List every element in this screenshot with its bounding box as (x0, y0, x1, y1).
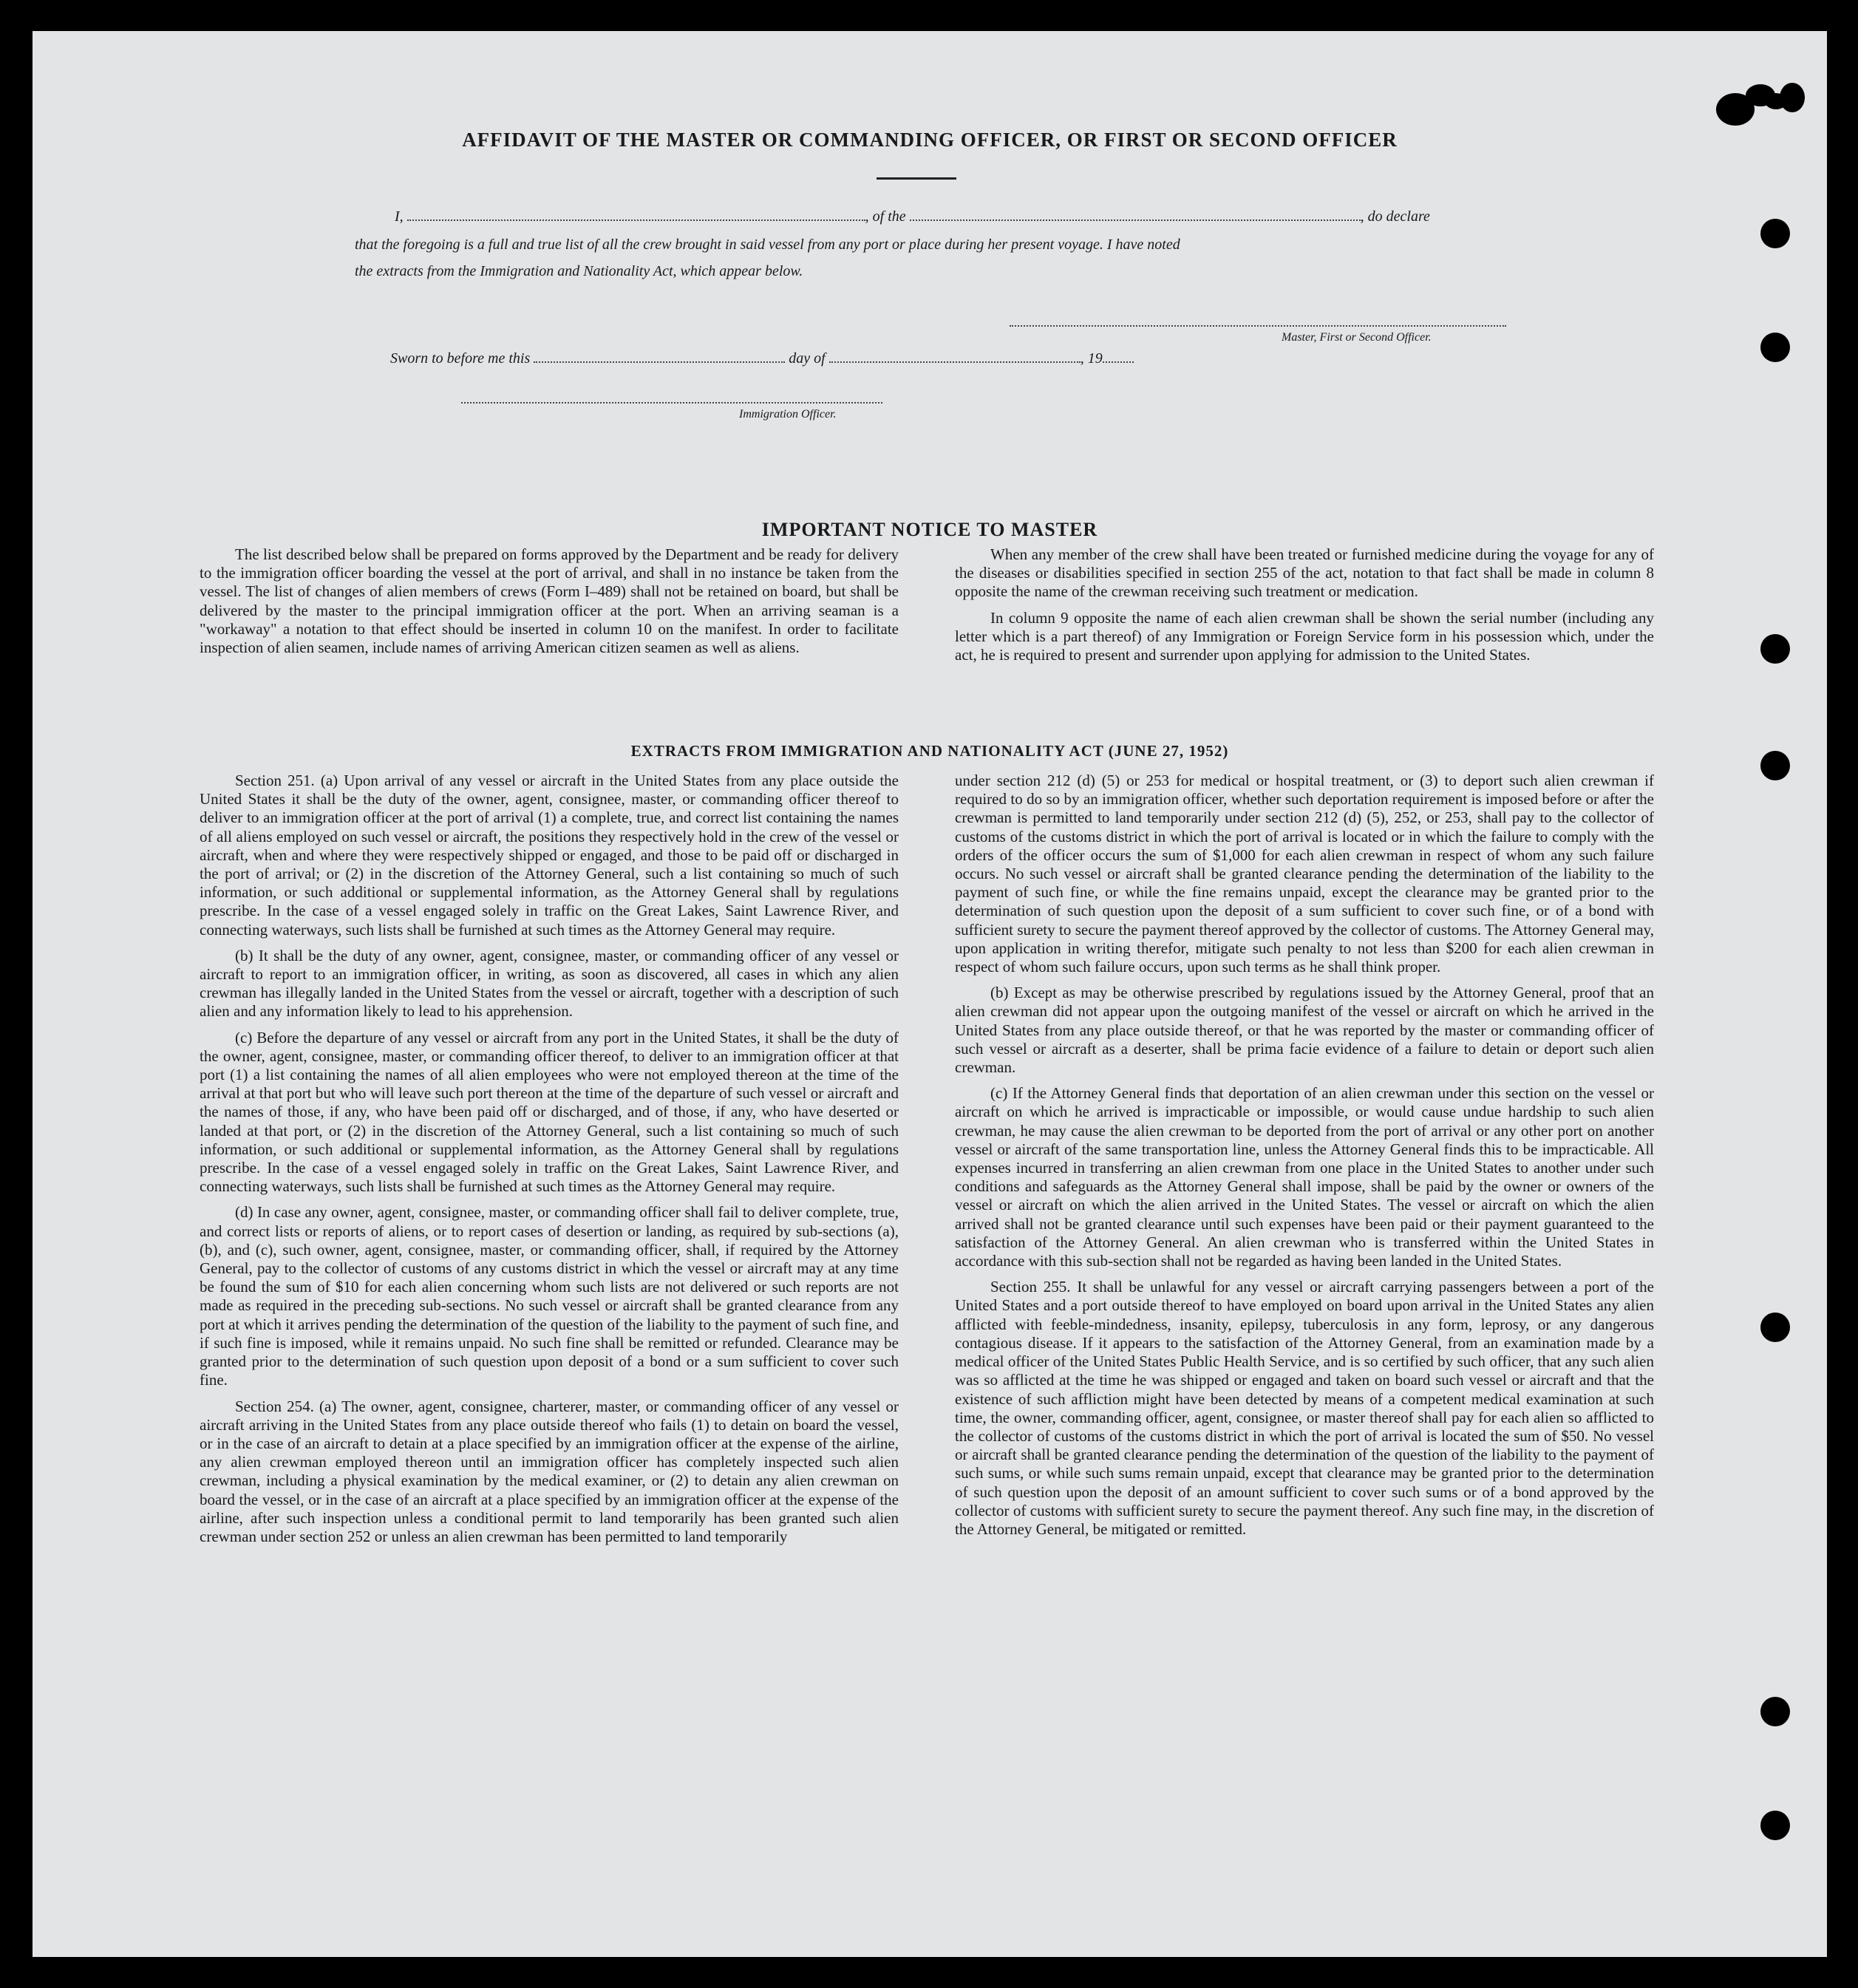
sworn-line (390, 350, 1134, 367)
officer-caption: Immigration Officer. (739, 408, 837, 421)
month-blank (829, 351, 1081, 363)
notice-left-paragraph: The list described below shall be prepared on forms approved by the Department and be ready for delivery to the immigration officer boarding the vessel at the port of arrival, and shall in no instance be taken from the vessel. The list of changes of alien members of crews (Form I–489) shall not be retained on board, but shall be delivered by the master to the principal immigration officer at the port. When an arriving seaman is a "workaway" a notation to that effect should be inserted in column 10 on the manifest. In order to facilitate inspection of alien seamen, include names of arriving American citizen seamen as well as aliens. (200, 545, 899, 657)
punch-hole (1760, 333, 1790, 362)
section-251-d: (d) In case any owner, agent, consignee, master, or commanding officer shall fail to deliver complete, true, and correct lists or reports of aliens, or to report cases of desertion or landing, as required by sub-sections (a), (b), and (c), such owner, agent, consignee, master, or commanding officer, shall, if required by the Attorney General, pay to the collector of customs of any customs district in which the vessel or aircraft may at any time be found the sum of $10 for each alien concerning whom such lists are not delivered or such reports are not made as required in the preceding sub-sections. No such vessel or aircraft shall be granted clearance from any port at which it arrives pending the determination of the question of the liability to the payment of such fine, and if such fine is imposed, while it remains unpaid. No such fine shall be remitted or refunded. Clearance may be granted prior to the determination of such question upon deposit of a bond or a sum sufficient to cover such fine. (200, 1203, 899, 1389)
notice-title: IMPORTANT NOTICE TO MASTER (761, 519, 1098, 540)
document-page (33, 31, 1827, 1957)
affidavit-i-label: I, (395, 208, 404, 225)
day-blank (534, 351, 785, 363)
section-254-a: Section 254. (a) The owner, agent, consignee, charterer, master, or commanding officer of any vessel or aircraft arriving in the United States from any place outside thereof who fails (1) to detain on board the vessel, or in the case of an aircraft to detain at a place specified by an immigration officer at the expense of the airline, any alien crewman employed thereon until an immigration officer has completely inspected such alien crewman, including a physical examination by the medical examiner, or (2) to detain any alien crewman on board the vessel, or in the case of an aircraft at a place specified by an immigration officer at the expense of the airline, after such inspection unless a conditional permit to land temporarily has been granted such alien crewman under section 252 or unless an alien crewman has been permitted to land temporarily (200, 1397, 899, 1545)
punch-hole (1760, 751, 1790, 780)
punch-hole (1760, 1697, 1790, 1726)
section-251-a: Section 251. (a) Upon arrival of any vessel or aircraft in the United States from any place outside the United States it shall be the duty of the owner, agent, consignee, master, or commanding officer thereof to deliver to an immigration officer at the port of arrival (1) a complete, true, and correct list containing the names of all aliens employed on such vessel or aircraft, the positions they respectively hold in the crew of the vessel or aircraft, when and where they were respectively shipped or engaged, and those to be paid off or discharged in the port of arrival; or (2) in the discretion of the Attorney General, such a list containing so much of such information, or such additional or supplemental information, as the Attorney General shall by regulations prescribe. In the case of a vessel engaged solely in traffic on the Great Lakes, Saint Lawrence River, and connecting waterways, such lists shall be furnished at such times as the Attorney General may require. (200, 772, 899, 939)
vessel-blank (910, 209, 1361, 221)
section-254-c: (c) If the Attorney General finds that deportation of an alien crewman under this section on the vessel or aircraft on which he arrived is impracticable or impossible, or would cause undue hardship to such alien crewman, he may cause the alien crewman to be deported from the port of arrival or any other port on another vessel or aircraft of the same transportation line, unless the Attorney General finds this to be impracticable. All expenses incurred in transferring an alien crewman from one place in the United States to another under such conditions and safeguards as the Attorney General shall impose, shall be paid by the owner or owners of the vessel or aircraft on which the alien arrived in the United States. The vessel or aircraft on which the alien arrived shall not be granted clearance until such expenses have been paid or their payment guaranteed to the satisfaction of the Attorney General. An alien crewman who is transferred within the United States in accordance with this sub-section shall not be regarded as having been landed in the United States. (955, 1084, 1654, 1270)
ink-blot (1765, 93, 1787, 109)
extracts-left-column (200, 772, 899, 1553)
section-251-c: (c) Before the departure of any vessel or aircraft from any port in the United States, it shall be the duty of the owner, agent, consignee, master, or commanding officer thereof, to deliver to an immigration officer at that port (1) a list containing the names of all alien employees who were not employed thereon at the time of the arrival at that port but who will leave such port thereon at the time of the departure of such vessel or aircraft and the names of those, if any, who have been paid off or discharged, and of those, if any, who have deserted or landed at that port, or (2) in the discretion of the Attorney General, such a list containing so much of such information, or such additional or supplemental information, as the Attorney General shall by regulations prescribe. In the case of a vessel engaged solely in traffic on the Great Lakes, Saint Lawrence River, and connecting waterways, such lists shall be furnished at such times as the Attorney General may require. (200, 1028, 899, 1196)
punch-hole (1760, 634, 1790, 664)
year-blank (1103, 351, 1134, 363)
declaration-line-2: the extracts from the Immigration and Nationality Act, which appear below. (355, 263, 803, 279)
affidavit-title: AFFIDAVIT OF THE MASTER OR COMMANDING OFFICER, OR FIRST OR SECOND OFFICER (462, 129, 1398, 151)
name-blank (407, 209, 865, 221)
year-label: , 19 (1080, 350, 1103, 367)
section-255: Section 255. It shall be unlawful for any vessel or aircraft carrying passengers between a port of the United States and a port outside thereof to have employed on board upon arrival in the United States any alien afflicted with feeble-mindedness, insanity, epilepsy, tuberculosis in any form, leprosy, or any dangerous contagious disease. If it appears to the satisfaction of the Attorney General, from an examination made by a medical officer of the United States Public Health Service, and is so certified by such officer, that any such alien was so afflicted at the time he was shipped or engaged and taken on board such vessel or aircraft and that the existence of such affliction might have been detected by means of a competent medical examination at such time, the owner, commanding officer, agent, consignee, or master thereof shall pay for each alien so afflicted to the collector of customs of the customs district in which the port of arrival is located the sum of $50. No vessel or aircraft shall be granted clearance pending the determination of the question of the liability to the payment of such sums, or while such sums remain unpaid, except that clearance may be granted prior to the determination of such question upon the deposit of an amount sufficient to cover such sums or of a bond approved by the collector of customs with sufficient surety to secure the payment thereof. Any such fine may, in the discretion of the Attorney General, be mitigated or remitted. (955, 1278, 1654, 1538)
declare-label: , do declare (1360, 208, 1430, 225)
section-251-b: (b) It shall be the duty of any owner, agent, consignee, master, or commanding officer of any vessel or aircraft to report to an immigration officer, in writing, as soon as discovered, all cases in which any alien crewman has illegally landed in the United States from the vessel or aircraft, together with a description of such alien and any information likely to lead to his apprehension. (200, 946, 899, 1021)
section-254-b: (b) Except as may be otherwise prescribed by regulations issued by the Attorney General, proof that an alien crewman did not appear upon the outgoing manifest of the vessel or aircraft on which he arrived in the United States from any place outside thereof, or that he was reported by the master or commanding officer of such vessel or aircraft as a deserter, shall be prima facie evidence of a failure to detain or deport such alien crewman. (955, 984, 1654, 1077)
extracts-right-column (955, 772, 1654, 1546)
master-caption: Master, First or Second Officer. (1282, 331, 1432, 344)
notice-right-paragraph-2: In column 9 opposite the name of each alien crewman shall be shown the serial number (including any letter which is a part thereof) of any Immigration or Foreign Service form in his possession which, under the act, he is required to present and surrender upon applying for admission to the United States. (955, 608, 1654, 664)
master-signature-line (1010, 325, 1506, 327)
punch-hole (1760, 1313, 1790, 1342)
punch-hole (1760, 219, 1790, 248)
affidavit-line-1 (395, 208, 1430, 225)
of-the-label: , of the (865, 208, 906, 225)
title-divider (877, 177, 956, 180)
notice-right-paragraph-1: When any member of the crew shall have been treated or furnished medicine during the voyage for any of the diseases or disabilities specified in section 255 of the act, notation to that fact shall be made in column 8 opposite the name of the crewman receiving such treatment or medication. (955, 545, 1654, 601)
notice-right-column (955, 545, 1654, 672)
officer-signature-line (461, 402, 882, 404)
section-254-a-continued: under section 212 (d) (5) or 253 for medical or hospital treatment, or (3) to deport such alien crewman if required to do so by an immigration officer, whether such deportation requirement is imposed before or after the crewman is permitted to land temporarily under section 212 (d) (5), 252, or 253, shall pay to the collector of customs of the customs district in which the port of arrival is located or in which the failure to comply with the orders of the officer occurs the sum of $1,000 for each alien crewman in respect of whom any such failure occurs. No such vessel or aircraft shall be granted clearance pending the determination of the liability to the payment of such fine, or while the fine remains unpaid, except the clearance may be granted prior to the determination of such question upon the deposit of a sum sufficient to cover such fine, or of a bond with sufficient surety to secure the payment thereof approved by the collector of customs. The Attorney General may, upon application in writing therefor, mitigate such penalty to not less than $200 for each alien crewman in respect of whom such failure occurs, upon such terms as he shall think proper. (955, 772, 1654, 976)
day-of-label: day of (789, 350, 826, 367)
declaration-line-1: that the foregoing is a full and true list of all the crew brought in said vessel from any port or place during her present voyage. I have noted (355, 236, 1180, 253)
punch-hole (1760, 1811, 1790, 1840)
extracts-title: EXTRACTS FROM IMMIGRATION AND NATIONALITY ACT (JUNE 27, 1952) (630, 742, 1229, 760)
sworn-label: Sworn to before me this (390, 350, 531, 367)
